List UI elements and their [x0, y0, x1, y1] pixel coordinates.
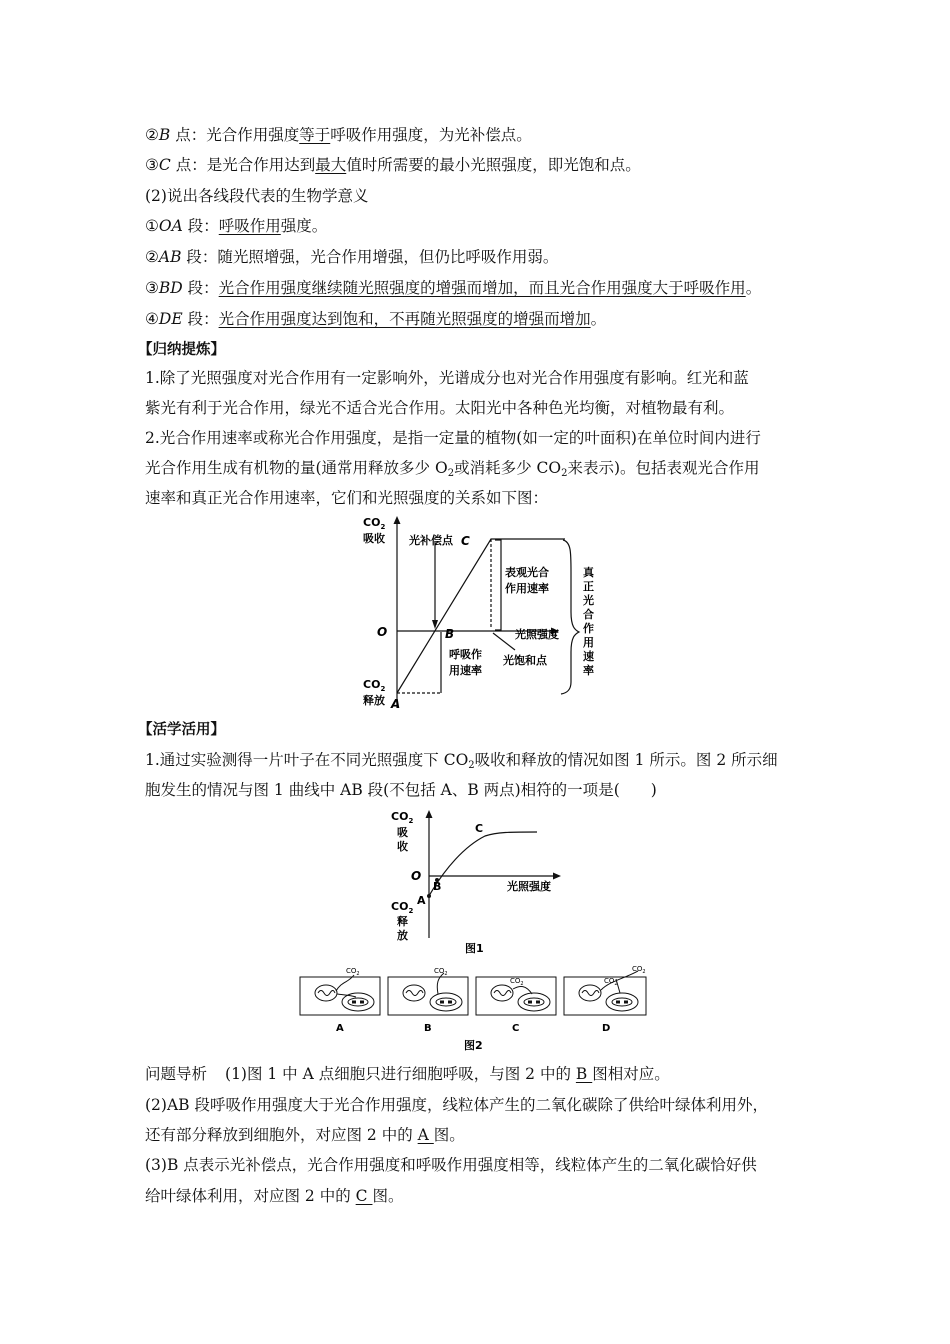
photosynthesis-rate-diagram [355, 512, 615, 714]
circled-number: ③ [145, 279, 159, 297]
origin-label: O [377, 625, 388, 639]
figure-1-curve [385, 808, 575, 958]
summary-p2c: 速率和真正光合作用速率，它们和光照强度的关系如下图： [145, 489, 549, 507]
char: 释 [397, 915, 408, 928]
text: CO [363, 678, 381, 691]
segment-label: AB [158, 248, 182, 266]
text: CO [391, 900, 409, 913]
subscript: 2 [468, 760, 475, 771]
text: CO [363, 516, 381, 529]
text: CO [604, 977, 615, 985]
answer-underline: 光合作用强度继续随光照强度的增强而增加，而且光合作用强度大于呼吸作用 [218, 279, 746, 297]
saturation-pointer [493, 633, 515, 650]
mito-mark [616, 1001, 620, 1004]
mitochondrion-icon [606, 993, 638, 1011]
analysis-line-3 [145, 1125, 465, 1145]
mito-mark [624, 1001, 628, 1004]
co2-label [346, 967, 360, 977]
comp-point-label: 光补偿点 [409, 534, 453, 547]
circled-number: ③ [145, 156, 159, 174]
text: 段：随光照增强，光合作用增强，但仍比呼吸作用弱。 [181, 248, 559, 266]
arrow [337, 994, 356, 997]
y-axis-arrow [394, 516, 401, 524]
chloroplast-inner [494, 991, 511, 996]
point-b-label: B [445, 627, 455, 641]
subscript: 2 [408, 817, 414, 825]
subscript: 2 [447, 468, 455, 479]
summary-p1b: 紫光有利于光合作用，绿光不适合光合作用。太阳光中各种色光均衡，对植物最有利。 [145, 399, 735, 417]
co2-arrow [513, 986, 532, 994]
point-a-label: A [417, 894, 426, 907]
panel-a-label: A [336, 1023, 344, 1034]
resp-label-1: 呼吸作 [449, 648, 482, 661]
question-1a [145, 750, 778, 776]
char: 光 [583, 594, 594, 607]
char: 吸 [397, 826, 408, 839]
mito-mark [528, 1001, 532, 1004]
point-a-dot [427, 894, 431, 898]
subscript: 2 [444, 971, 448, 977]
char: 率 [583, 664, 594, 677]
mitochondrion-icon [342, 993, 374, 1011]
mito-mark [352, 1001, 356, 1004]
char: 速 [583, 650, 594, 663]
text: 段： [182, 217, 219, 235]
circled-number: ② [145, 248, 159, 266]
mitochondrion-inner [612, 998, 632, 1006]
summary-p1a: 1.除了光照强度对光合作用有一定影响外，光谱成分也对光合作用强度有影响。红光和蓝 [145, 369, 749, 387]
text: 来表示)。包括表观光合作用 [567, 459, 760, 477]
text: 图。 [372, 1187, 404, 1205]
text: 。 [745, 279, 762, 297]
y-label [363, 516, 385, 531]
absorb-label: 吸收 [363, 532, 385, 545]
saturation-label: 光饱和点 [503, 654, 547, 667]
text: 强度。 [280, 217, 328, 235]
text: CO [632, 965, 643, 973]
figure-1-caption: 图1 [465, 942, 484, 955]
text: CO [434, 967, 445, 975]
text: CO [510, 977, 521, 985]
char: 正 [583, 580, 594, 593]
bd-line [145, 278, 761, 298]
b-point-line [145, 125, 532, 145]
apparent-label-1: 表观光合 [505, 566, 549, 579]
subscript: 2 [520, 981, 524, 987]
apparent-bracket [495, 540, 501, 630]
text: 点：是光合作用达到 [170, 156, 316, 174]
x-axis-label: 光照强度 [507, 880, 551, 893]
x-axis-label: 光照强度 [515, 628, 559, 641]
y-label [391, 810, 413, 825]
panel-d-label: D [602, 1023, 611, 1034]
answer-underline: 呼吸作用 [218, 217, 281, 235]
co2-label [510, 977, 524, 987]
char: 放 [397, 929, 408, 942]
mitochondrion-inner [348, 998, 368, 1006]
chloroplast-inner [582, 991, 599, 996]
question-1b: 胞发生的情况与图 1 曲线中 AB 段(不包括 A、B 两点)相符的一项是( ) [145, 781, 657, 799]
co2-arrow [437, 973, 444, 994]
true-rate-brace [561, 540, 579, 694]
segment-label: DE [158, 310, 183, 328]
text: 吸收和释放的情况如图 1 所示。图 2 所示细 [474, 751, 778, 769]
summary-p2a: 2.光合作用速率或称光合作用强度，是指一定量的植物(如一定的叶面积)在单位时间内进行 [145, 429, 761, 447]
de-line [145, 309, 606, 329]
text: CO [391, 810, 409, 823]
subscript: 2 [380, 523, 386, 531]
text: 段： [182, 279, 219, 297]
panel-c-label: C [512, 1023, 520, 1034]
answer-underline: 最大 [315, 156, 347, 174]
text: 点：光合作用强度 [170, 126, 300, 144]
point-c-label: C [475, 822, 484, 835]
char: 收 [397, 840, 408, 853]
mito-mark [360, 1001, 364, 1004]
text: 呼吸作用强度，为光补偿点。 [330, 126, 532, 144]
text: 值时所需要的最小光照强度，即光饱和点。 [346, 156, 641, 174]
analysis-line-2: (2)AB 段呼吸作用强度大于光合作用强度，线粒体产生的二氧化碳除了供给叶绿体利用外， [145, 1096, 768, 1114]
release-label: 释放 [363, 694, 385, 707]
point-letter: C [158, 156, 171, 174]
summary-p2b [145, 458, 760, 484]
mitochondrion-inner [436, 998, 456, 1006]
analysis-line-4: (3)B 点表示光补偿点，光合作用强度和呼吸作用强度相等，线粒体产生的二氧化碳恰好供 [145, 1156, 757, 1174]
char: 真 [583, 566, 594, 579]
point-letter: B [158, 126, 171, 144]
segment-label: OA [158, 217, 183, 235]
text: 或消耗多少 CO [454, 459, 562, 477]
answer-underline: 光合作用强度达到饱和，不再随光照强度的增强而增加 [218, 310, 591, 328]
origin-label: O [411, 869, 422, 883]
text: CO [346, 967, 357, 975]
oa-line [145, 216, 327, 236]
circled-number: ② [145, 126, 159, 144]
text: 光合作用生成有机物的量(通常用释放多少 O [145, 459, 448, 477]
c-point-line [145, 155, 641, 175]
figure-2-caption: 图2 [464, 1039, 483, 1052]
figure-2-cells [298, 963, 650, 1055]
analysis-label: 问题导析 [145, 1065, 208, 1083]
summary-heading: 【归纳提炼】 [138, 342, 225, 358]
text: 。 [590, 310, 607, 328]
true-rate-label [583, 565, 595, 677]
practice-heading: 【活学活用】 [138, 722, 225, 738]
ab-line [145, 247, 558, 267]
circled-number: ④ [145, 310, 159, 328]
point-b-label: B [433, 880, 442, 893]
mito-mark [440, 1001, 444, 1004]
subscript: 2 [356, 971, 360, 977]
text: 还有部分释放到细胞外，对应图 2 中的 [145, 1126, 418, 1144]
subscript: 2 [561, 468, 568, 479]
resp-label-2: 用速率 [449, 664, 482, 677]
subscript: 2 [642, 969, 646, 975]
text: 图。 [433, 1126, 465, 1144]
answer-underline: C [355, 1187, 373, 1205]
subscript: 2 [614, 981, 618, 987]
segment-label: BD [158, 279, 183, 297]
mitochondrion-inner [524, 998, 544, 1006]
chloroplast-inner [318, 991, 335, 996]
char: 合 [583, 608, 594, 621]
mitochondrion-icon [518, 993, 550, 1011]
circled-number: ① [145, 217, 159, 235]
answer-underline: B [575, 1065, 593, 1083]
text: 1.通过实验测得一片叶子在不同光照强度下 CO [145, 751, 469, 769]
arrowhead [553, 873, 561, 880]
mito-mark [448, 1001, 452, 1004]
panel-b-label: B [424, 1023, 432, 1034]
text: 给叶绿体利用，对应图 2 中的 [145, 1187, 356, 1205]
y-label [391, 900, 413, 915]
mito-mark [536, 1001, 540, 1004]
y-label [363, 678, 385, 693]
text: (1)图 1 中 A 点细胞只进行细胞呼吸，与图 2 中的 [225, 1065, 576, 1083]
subscript: 2 [408, 907, 414, 915]
answer-underline: A [417, 1126, 434, 1144]
char: 用 [583, 636, 594, 649]
apparent-label-2: 作用速率 [505, 582, 549, 595]
text: 图相对应。 [592, 1065, 670, 1083]
chloroplast-inner [406, 991, 423, 996]
point-c-label: C [461, 534, 470, 548]
subscript: 2 [380, 685, 386, 693]
mitochondrion-icon [430, 993, 462, 1011]
char: 作 [583, 622, 594, 635]
analysis-line-5 [145, 1186, 403, 1206]
answer-underline: 等于 [299, 126, 331, 144]
segments-title: (2)说出各线段代表的生物学意义 [145, 187, 369, 205]
text: 段： [182, 310, 219, 328]
point-a-label: A [391, 697, 401, 711]
arrowhead [426, 810, 433, 818]
analysis-line-1 [145, 1064, 670, 1084]
